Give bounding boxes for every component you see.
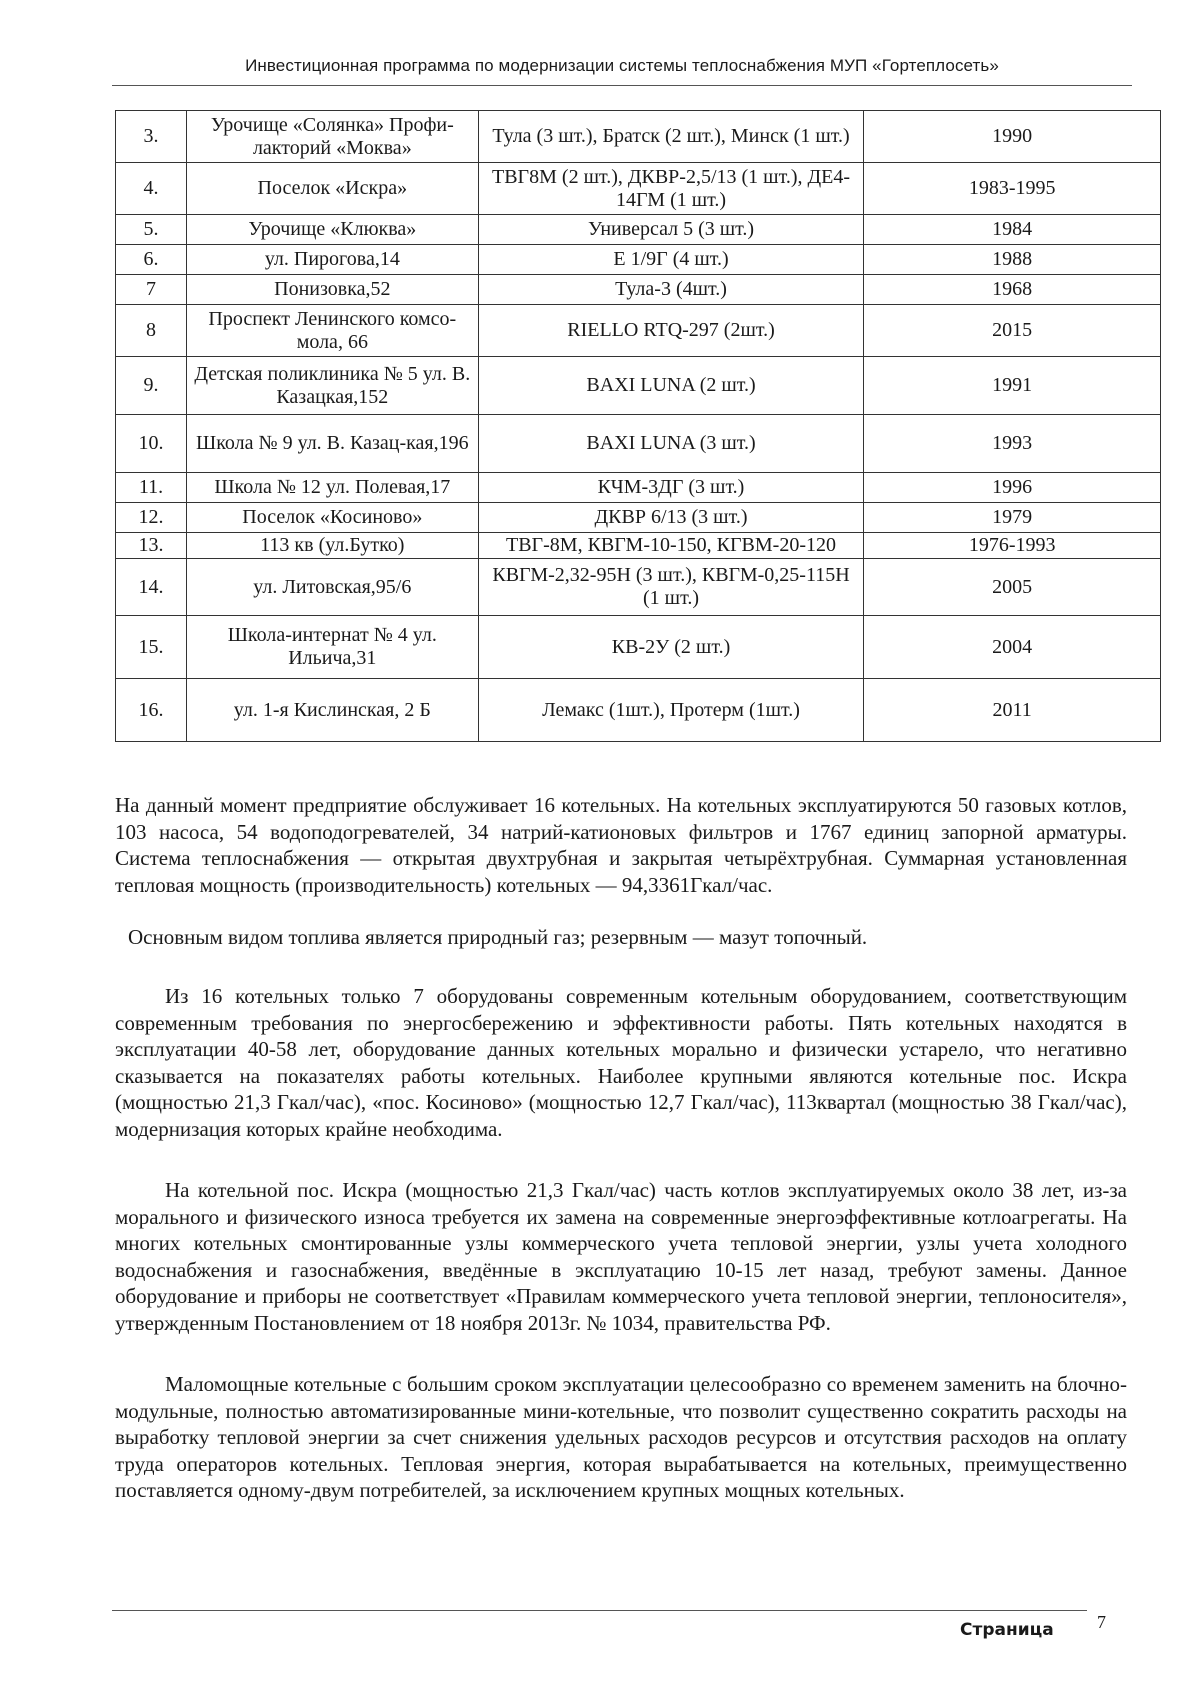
- boiler-location: ул. 1-я Кислинская, 2 Б: [186, 679, 478, 742]
- commission-year: 1984: [864, 215, 1161, 245]
- row-number: 3.: [116, 111, 187, 163]
- boiler-equipment: КВ-2У (2 шт.): [478, 616, 864, 679]
- boiler-equipment: ДКВР 6/13 (3 шт.): [478, 503, 864, 533]
- paragraph-mini-boilers: Маломощные котельные с большим сроком эксплуатации целесообразно со временем заменить на блочно-модульные, полностью автоматизированные мини-котельные, что позволит существенно сократить расходы на выработку тепловой энергии за счет снижения удельных расходов ресурсов и отсутствия расходов на оплату труда операторов котельных. Тепловая энергия, которая вырабатывается на котельных, преимущественно поставляется одному-двум потребителей, за исключением крупных мощных котельных.: [115, 1372, 1127, 1502]
- row-number: 13.: [116, 533, 187, 559]
- boiler-equipment: Тула-3 (4шт.): [478, 275, 864, 305]
- boiler-location: Детская поликлиника № 5 ул. В. Казацкая,152: [186, 357, 478, 415]
- boiler-equipment: Е 1/9Г (4 шт.): [478, 245, 864, 275]
- table-row: [116, 559, 1161, 616]
- boiler-equipment: BAXI LUNA (3 шт.): [478, 415, 864, 473]
- paragraph-boiler-overview: На данный момент предприятие обслуживает 16 котельных. На котельных эксплуатируются 50 газовых котлов, 103 насоса, 54 водоподогревателей, 34 натрий-катионовых фильтров и 1767 единиц запорной арматуры. Система теплоснабжения — открытая двухтрубная и закрытая четырёхтрубная. Суммарная установленная тепловая мощность (производительность) котельных — 94,3361Гкал/час.: [115, 793, 1127, 897]
- boiler-equipment: BAXI LUNA (2 шт.): [478, 357, 864, 415]
- boiler-location: Поселок «Искра»: [186, 163, 478, 215]
- boiler-equipment: RIELLO RTQ-297 (2шт.): [478, 305, 864, 357]
- table-row: [116, 473, 1161, 503]
- commission-year: 1996: [864, 473, 1161, 503]
- row-number: 15.: [116, 616, 187, 679]
- boiler-location: Проспект Ленинского комсо-мола, 66: [186, 305, 478, 357]
- table-row: [116, 245, 1161, 275]
- row-number: 14.: [116, 559, 187, 616]
- boiler-location: Урочище «Солянка» Профи-лакторий «Мoква»: [186, 111, 478, 163]
- table-row: [116, 415, 1161, 473]
- boiler-location: 113 кв (ул.Бутко): [186, 533, 478, 559]
- commission-year: 1983-1995: [864, 163, 1161, 215]
- commission-year: 2005: [864, 559, 1161, 616]
- page-number: 7: [1097, 1612, 1106, 1632]
- header-divider: [112, 85, 1132, 86]
- table-row: [116, 533, 1161, 559]
- paragraph-fuel-type: Основным видом топлива является природный газ; резервным — мазут топочный.: [128, 925, 868, 949]
- commission-year: 1993: [864, 415, 1161, 473]
- boiler-location: Понизовка,52: [186, 275, 478, 305]
- boiler-equipment: КЧМ-3ДГ (3 шт.): [478, 473, 864, 503]
- row-number: 16.: [116, 679, 187, 742]
- commission-year: 1990: [864, 111, 1161, 163]
- boiler-equipment: ТВГ8М (2 шт.), ДКВР-2,5/13 (1 шт.), ДЕ4-14ГМ (1 шт.): [478, 163, 864, 215]
- row-number: 10.: [116, 415, 187, 473]
- row-number: 5.: [116, 215, 187, 245]
- commission-year: 1988: [864, 245, 1161, 275]
- boiler-location: Поселок «Косиново»: [186, 503, 478, 533]
- boiler-location: ул. Литовская,95/6: [186, 559, 478, 616]
- boiler-equipment: КВГМ-2,32-95Н (3 шт.), КВГМ-0,25-115Н (1 шт.): [478, 559, 864, 616]
- commission-year: 2015: [864, 305, 1161, 357]
- table-row: [116, 163, 1161, 215]
- table-row: [116, 679, 1161, 742]
- commission-year: 1979: [864, 503, 1161, 533]
- boiler-equipment: Лемакс (1шт.), Протерм (1шт.): [478, 679, 864, 742]
- boiler-location: Школа № 9 ул. В. Казац-кая,196: [186, 415, 478, 473]
- commission-year: 2011: [864, 679, 1161, 742]
- table-row: [116, 111, 1161, 163]
- table-row: [116, 305, 1161, 357]
- page-label: Страница: [960, 1620, 1054, 1640]
- row-number: 4.: [116, 163, 187, 215]
- boiler-location: Урочище «Клюква»: [186, 215, 478, 245]
- commission-year: 1968: [864, 275, 1161, 305]
- document-header-title: Инвестиционная программа по модернизации системы теплоснабжения МУП «Гортеплосеть»: [245, 56, 999, 75]
- boiler-location: Школа-интернат № 4 ул. Ильича,31: [186, 616, 478, 679]
- table-row: [116, 503, 1161, 533]
- boiler-table: [115, 110, 1161, 742]
- row-number: 12.: [116, 503, 187, 533]
- footer-divider: [112, 1610, 1087, 1611]
- paragraph-modern-equipment: Из 16 котельных только 7 оборудованы современным котельным оборудованием, соответствующим современным требования по энергосбережению и эффективности работы. Пять котельных находятся в эксплуатации 40-58 лет, оборудование данных котельных морально и физически устарело, что негативно сказывается на показателях работы котельных. Наиболее крупными являются котельные пос. Искра (мощностью 21,3 Гкал/час), «пос. Косиново» (мощностью 12,7 Гкал/час), 113квартал (мощностью 38 Гкал/час), модернизация которых крайне необходима.: [115, 984, 1127, 1141]
- commission-year: 1976-1993: [864, 533, 1161, 559]
- boiler-equipment: Тула (3 шт.), Братск (2 шт.), Минск (1 шт.): [478, 111, 864, 163]
- boiler-equipment: Универсал 5 (3 шт.): [478, 215, 864, 245]
- table-row: [116, 215, 1161, 245]
- boiler-location: Школа № 12 ул. Полевая,17: [186, 473, 478, 503]
- commission-year: 1991: [864, 357, 1161, 415]
- row-number: 11.: [116, 473, 187, 503]
- row-number: 6.: [116, 245, 187, 275]
- table-row: [116, 357, 1161, 415]
- commission-year: 2004: [864, 616, 1161, 679]
- table-row: [116, 616, 1161, 679]
- boiler-location: ул. Пирогова,14: [186, 245, 478, 275]
- row-number: 7: [116, 275, 187, 305]
- row-number: 9.: [116, 357, 187, 415]
- row-number: 8: [116, 305, 187, 357]
- boiler-equipment: ТВГ-8М, КВГМ-10-150, КГВМ-20-120: [478, 533, 864, 559]
- table-row: [116, 275, 1161, 305]
- paragraph-iskra-boiler: На котельной пос. Искра (мощностью 21,3 Гкал/час) часть котлов эксплуатируемых около 38 лет, из-за морального и физического износа требуется их замена на современные энергоэффективные котлоагрегаты. На многих котельных смонтированные узлы коммерческого учета тепловой энергии, узлы учета холодного водоснабжения и газоснабжения, введённые в эксплуатацию 10-15 лет назад, требуют замены. Данное оборудование и приборы не соответствует «Правилам коммерческого учета тепловой энергии, теплоносителя», утвержденным Постановлением от 18 ноября 2013г. № 1034, правительства РФ.: [115, 1178, 1127, 1335]
